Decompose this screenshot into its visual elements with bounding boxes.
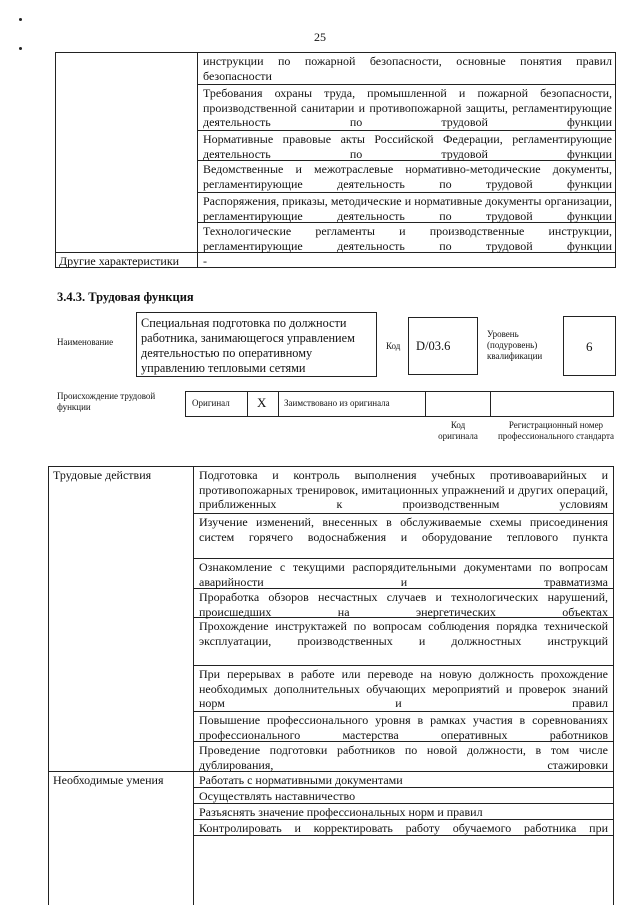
level-value: 6 — [586, 339, 593, 354]
knowledge-item: Распоряжения, приказы, методические и нормативные документы организации, регламентирующие деятельность по трудовой функции — [203, 194, 612, 223]
level-label: Уровень (подуровень) квалификации — [487, 329, 543, 361]
skills-label: Необходимые умения — [53, 773, 164, 787]
labor-action-item: Проведение подготовки работников по новой должности, в том числе дублирования, стажировки — [199, 743, 608, 772]
original-mark: X — [257, 395, 267, 410]
other-characteristics-label: Другие характеристики — [59, 254, 180, 268]
labor-action-item: Изучение изменений, внесенных в обслуживаемые схемы присоединения систем горячего водоснабжения и оборудование теплового пункта — [199, 515, 608, 544]
page-number: 25 — [314, 30, 326, 44]
labor-action-item: Проработка обзоров несчастных случаев и технологических нарушений, происшедших на энергетических объектах — [199, 590, 608, 619]
skill-item: Работать с нормативными документами — [199, 773, 403, 787]
section-heading: 3.4.3. Трудовая функция — [57, 290, 194, 304]
labor-action-item: Подготовка и контроль выполнения учебных противоаварийных и противопожарных тренировок, имитационных упражнений и других операций, приближенных к производственным условиям — [199, 468, 608, 511]
skill-item: Осуществлять наставничество — [199, 789, 356, 803]
borrowed-label: Заимствовано из оригинала — [284, 398, 390, 408]
origin-label: Происхождение трудовой функции — [57, 391, 156, 412]
labor-action-item: Ознакомление с текущими распорядительными документами по вопросам аварийности и травматизма — [199, 560, 608, 589]
knowledge-item: инструкции по пожарной безопасности, основные понятия правил безопасности — [203, 54, 612, 83]
code-label: Код — [386, 341, 401, 351]
function-name: Специальная подготовка по должности работника, занимающегося управлением деятельностью по оперативному управлению тепловыми сетями — [141, 316, 355, 375]
code-original-caption: Код оригинала — [438, 420, 478, 441]
labor-action-item: Прохождение инструктажей по вопросам соблюдения порядка технической эксплуатации, производственных и должностных инструкций — [199, 619, 608, 648]
reg-number-caption: Регистрационный номер профессионального стандарта — [497, 420, 615, 441]
knowledge-item: Ведомственные и межотраслевые нормативно-методические документы, регламентирующие деятельность по трудовой функции — [203, 162, 612, 191]
knowledge-item: Нормативные правовые акты Российской Федерации, регламентирующие деятельность по трудовой функции — [203, 132, 612, 161]
knowledge-item: Технологические регламенты и производственные инструкции, регламентирующие деятельность по трудовой функции — [203, 224, 612, 253]
name-label: Наименование — [57, 337, 114, 347]
knowledge-item: Требования охраны труда, промышленной и пожарной безопасности, производственной санитарии и противопожарной защиты, регламентирующие деятельность по трудовой функции — [203, 86, 612, 129]
labor-actions-label: Трудовые действия — [53, 468, 152, 482]
code-value: D/03.6 — [416, 339, 451, 353]
original-label: Оригинал — [192, 398, 230, 408]
scan-mark — [19, 47, 22, 50]
labor-action-item: При перерывах в работе или переводе на новую должность прохождение необходимых дополнительных обучающих мероприятий и проверок знаний норм и правил — [199, 667, 608, 710]
labor-action-item: Повышение профессионального уровня в рамках участия в соревнованиях профессионального мастерства оперативных работников — [199, 713, 608, 742]
skill-item: Контролировать и корректировать работу обучаемого работника при — [199, 821, 608, 835]
scan-mark — [19, 18, 22, 21]
other-characteristics-value: - — [203, 254, 207, 268]
skill-item: Разъяснять значение профессиональных норм и правил — [199, 805, 483, 819]
